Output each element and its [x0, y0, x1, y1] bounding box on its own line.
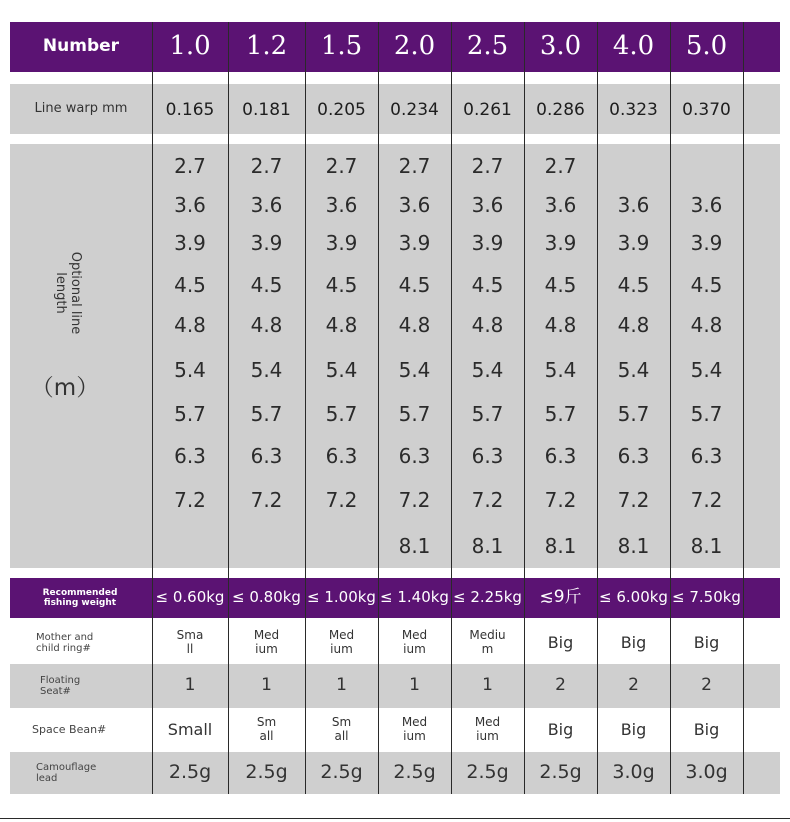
- length-value: 6.3: [690, 443, 723, 468]
- length-value: 5.7: [690, 401, 723, 426]
- length-value: 3.9: [617, 230, 650, 255]
- length-value: 4.5: [690, 272, 723, 297]
- column-divider: [378, 22, 379, 794]
- column-divider: [152, 22, 153, 794]
- ring-value-5: Big: [547, 632, 574, 652]
- seat-value-3: 1: [409, 675, 420, 696]
- size-header-4: 2.5: [466, 31, 509, 62]
- length-value: 5.7: [471, 401, 504, 426]
- weight-value-3: ≤ 1.40kg: [380, 588, 449, 607]
- length-value: 5.7: [325, 401, 358, 426]
- ring-value-6: Big: [620, 632, 647, 652]
- length-value: 7.2: [325, 487, 358, 512]
- length-value: 3.6: [690, 192, 723, 217]
- size-header-6: 4.0: [612, 31, 655, 62]
- bean-value-1: Sm all: [256, 715, 277, 743]
- length-value: 8.1: [617, 533, 650, 558]
- length-value: 4.5: [250, 272, 283, 297]
- size-header-2: 1.5: [320, 31, 363, 62]
- length-value: 2.7: [544, 153, 577, 178]
- column-divider: [597, 22, 598, 794]
- lead-value-3: 2.5g: [393, 761, 436, 784]
- length-value: 2.7: [471, 153, 504, 178]
- seat-value-7: 2: [701, 675, 712, 696]
- lead-value-4: 2.5g: [466, 761, 509, 784]
- length-value: 7.2: [471, 487, 504, 512]
- ring-value-1: Med ium: [253, 628, 280, 656]
- length-value: 3.6: [398, 192, 431, 217]
- length-unit: （m）: [30, 374, 100, 401]
- warp-value-4: 0.261: [463, 100, 512, 121]
- column-divider: [524, 22, 525, 794]
- bean-value-5: Big: [547, 719, 574, 739]
- length-value: [670, 151, 743, 181]
- seat-value-2: 1: [336, 675, 347, 696]
- weight-label: Recommended fishing weight: [42, 587, 118, 608]
- length-value: [228, 531, 305, 561]
- length-value: 2.7: [325, 153, 358, 178]
- length-value: 5.7: [617, 401, 650, 426]
- warp-value-1: 0.181: [242, 100, 291, 121]
- weight-value-2: ≤ 1.00kg: [307, 588, 376, 607]
- length-value: 5.4: [325, 357, 358, 382]
- length-value: 3.6: [325, 192, 358, 217]
- length-value: 8.1: [398, 533, 431, 558]
- ring-value-3: Med ium: [401, 628, 428, 656]
- warp-value-2: 0.205: [317, 100, 366, 121]
- bean-value-7: Big: [693, 719, 720, 739]
- length-value: 7.2: [398, 487, 431, 512]
- length-value: 5.7: [398, 401, 431, 426]
- length-value: 3.9: [398, 230, 431, 255]
- length-value: 5.4: [398, 357, 431, 382]
- ring-value-7: Big: [693, 632, 720, 652]
- length-value: 5.4: [617, 357, 650, 382]
- lead-value-1: 2.5g: [245, 761, 288, 784]
- weight-value-1: ≤ 0.80kg: [232, 588, 301, 607]
- length-value: 3.9: [471, 230, 504, 255]
- length-value: 4.8: [544, 312, 577, 337]
- length-value: 4.8: [250, 312, 283, 337]
- length-value: 4.8: [690, 312, 723, 337]
- length-value: 8.1: [544, 533, 577, 558]
- length-value: 4.5: [174, 272, 206, 297]
- length-value: 5.4: [250, 357, 283, 382]
- size-header-7: 5.0: [685, 31, 728, 62]
- column-divider: [670, 22, 671, 794]
- length-value: 6.3: [617, 443, 650, 468]
- length-value: 4.8: [325, 312, 358, 337]
- length-value: 3.6: [471, 192, 504, 217]
- length-value: 3.9: [250, 230, 283, 255]
- size-header-5: 3.0: [539, 31, 582, 62]
- length-value: 5.4: [471, 357, 504, 382]
- bean-value-4: Med ium: [474, 715, 501, 743]
- length-value: [305, 531, 378, 561]
- lead-value-7: 3.0g: [685, 761, 728, 784]
- length-value: 6.3: [471, 443, 504, 468]
- length-label: Optional line length: [53, 251, 83, 335]
- seat-label: Floating Seat#: [40, 674, 81, 697]
- ring-value-0: Sma ll: [176, 628, 204, 656]
- length-value: 4.8: [471, 312, 504, 337]
- length-value: 6.3: [398, 443, 431, 468]
- seat-value-4: 1: [482, 675, 493, 696]
- size-header-1: 1.2: [245, 31, 288, 62]
- length-value: 4.5: [544, 272, 577, 297]
- seat-value-0: 1: [184, 675, 196, 696]
- weight-value-7: ≤ 7.50kg: [672, 588, 741, 607]
- bean-value-0: Small: [167, 719, 213, 739]
- length-value: 3.6: [617, 192, 650, 217]
- length-value: 6.3: [544, 443, 577, 468]
- weight-value-5: ≲9斤: [539, 587, 582, 608]
- length-value: 3.9: [325, 230, 358, 255]
- bean-value-6: Big: [620, 719, 647, 739]
- ring-label: Mother and child ring#: [36, 631, 94, 654]
- length-value: 6.3: [250, 443, 283, 468]
- length-value: 3.6: [174, 192, 206, 217]
- column-divider: [743, 22, 744, 794]
- warp-value-6: 0.323: [609, 100, 658, 121]
- length-value: 6.3: [325, 443, 358, 468]
- length-value: 3.6: [544, 192, 577, 217]
- length-value: 4.5: [325, 272, 358, 297]
- lead-value-5: 2.5g: [539, 761, 582, 784]
- length-value: 4.5: [398, 272, 431, 297]
- length-value: 3.6: [250, 192, 283, 217]
- warp-label: Line warp mm: [34, 100, 128, 116]
- warp-value-5: 0.286: [536, 100, 585, 121]
- lead-value-2: 2.5g: [320, 761, 363, 784]
- length-value: 3.9: [174, 230, 206, 255]
- column-divider: [305, 22, 306, 794]
- length-value: 3.9: [544, 230, 577, 255]
- warp-value-3: 0.234: [390, 100, 439, 121]
- bean-label: Space Bean#: [32, 722, 107, 736]
- length-value: 6.3: [174, 443, 206, 468]
- length-value: 4.5: [617, 272, 650, 297]
- length-value: 7.2: [174, 487, 206, 512]
- column-divider: [228, 22, 229, 794]
- seat-value-6: 2: [628, 675, 639, 696]
- length-value: 5.4: [544, 357, 577, 382]
- length-value: 8.1: [471, 533, 504, 558]
- column-divider: [451, 22, 452, 794]
- length-value: 5.4: [690, 357, 723, 382]
- length-value: 7.2: [250, 487, 283, 512]
- bottom-rule: [0, 818, 790, 819]
- length-value: 7.2: [617, 487, 650, 512]
- length-value: 4.8: [174, 312, 206, 337]
- length-value: 8.1: [690, 533, 723, 558]
- weight-value-0: ≤ 0.60kg: [155, 588, 225, 607]
- size-header-0: 1.0: [169, 31, 211, 62]
- length-value: 3.9: [690, 230, 723, 255]
- bean-value-3: Med ium: [401, 715, 428, 743]
- bean-value-2: Sm all: [331, 715, 352, 743]
- warp-value-7: 0.370: [682, 100, 731, 121]
- length-value: [597, 151, 670, 181]
- length-value: 7.2: [690, 487, 723, 512]
- weight-value-4: ≤ 2.25kg: [453, 588, 522, 607]
- ring-value-2: Med ium: [328, 628, 355, 656]
- lead-value-6: 3.0g: [612, 761, 655, 784]
- length-value: 2.7: [174, 153, 206, 178]
- length-value: 5.7: [544, 401, 577, 426]
- warp-value-0: 0.165: [165, 100, 215, 121]
- length-value: 4.5: [471, 272, 504, 297]
- length-value: 5.7: [250, 401, 283, 426]
- size-header-3: 2.0: [393, 31, 436, 62]
- length-value: [152, 531, 228, 561]
- number-label: Number: [42, 36, 120, 57]
- weight-value-6: ≤ 6.00kg: [599, 588, 668, 607]
- length-value: 2.7: [250, 153, 283, 178]
- lead-label: Camouflage lead: [36, 761, 97, 784]
- seat-value-5: 2: [555, 675, 566, 696]
- length-value: 5.4: [174, 357, 206, 382]
- lead-value-0: 2.5g: [168, 761, 212, 784]
- length-value: 4.8: [398, 312, 431, 337]
- length-value: 5.7: [174, 401, 206, 426]
- ring-value-4: Mediu m: [469, 628, 506, 656]
- length-value: 2.7: [398, 153, 431, 178]
- length-value: 7.2: [544, 487, 577, 512]
- length-value: 4.8: [617, 312, 650, 337]
- seat-value-1: 1: [261, 675, 272, 696]
